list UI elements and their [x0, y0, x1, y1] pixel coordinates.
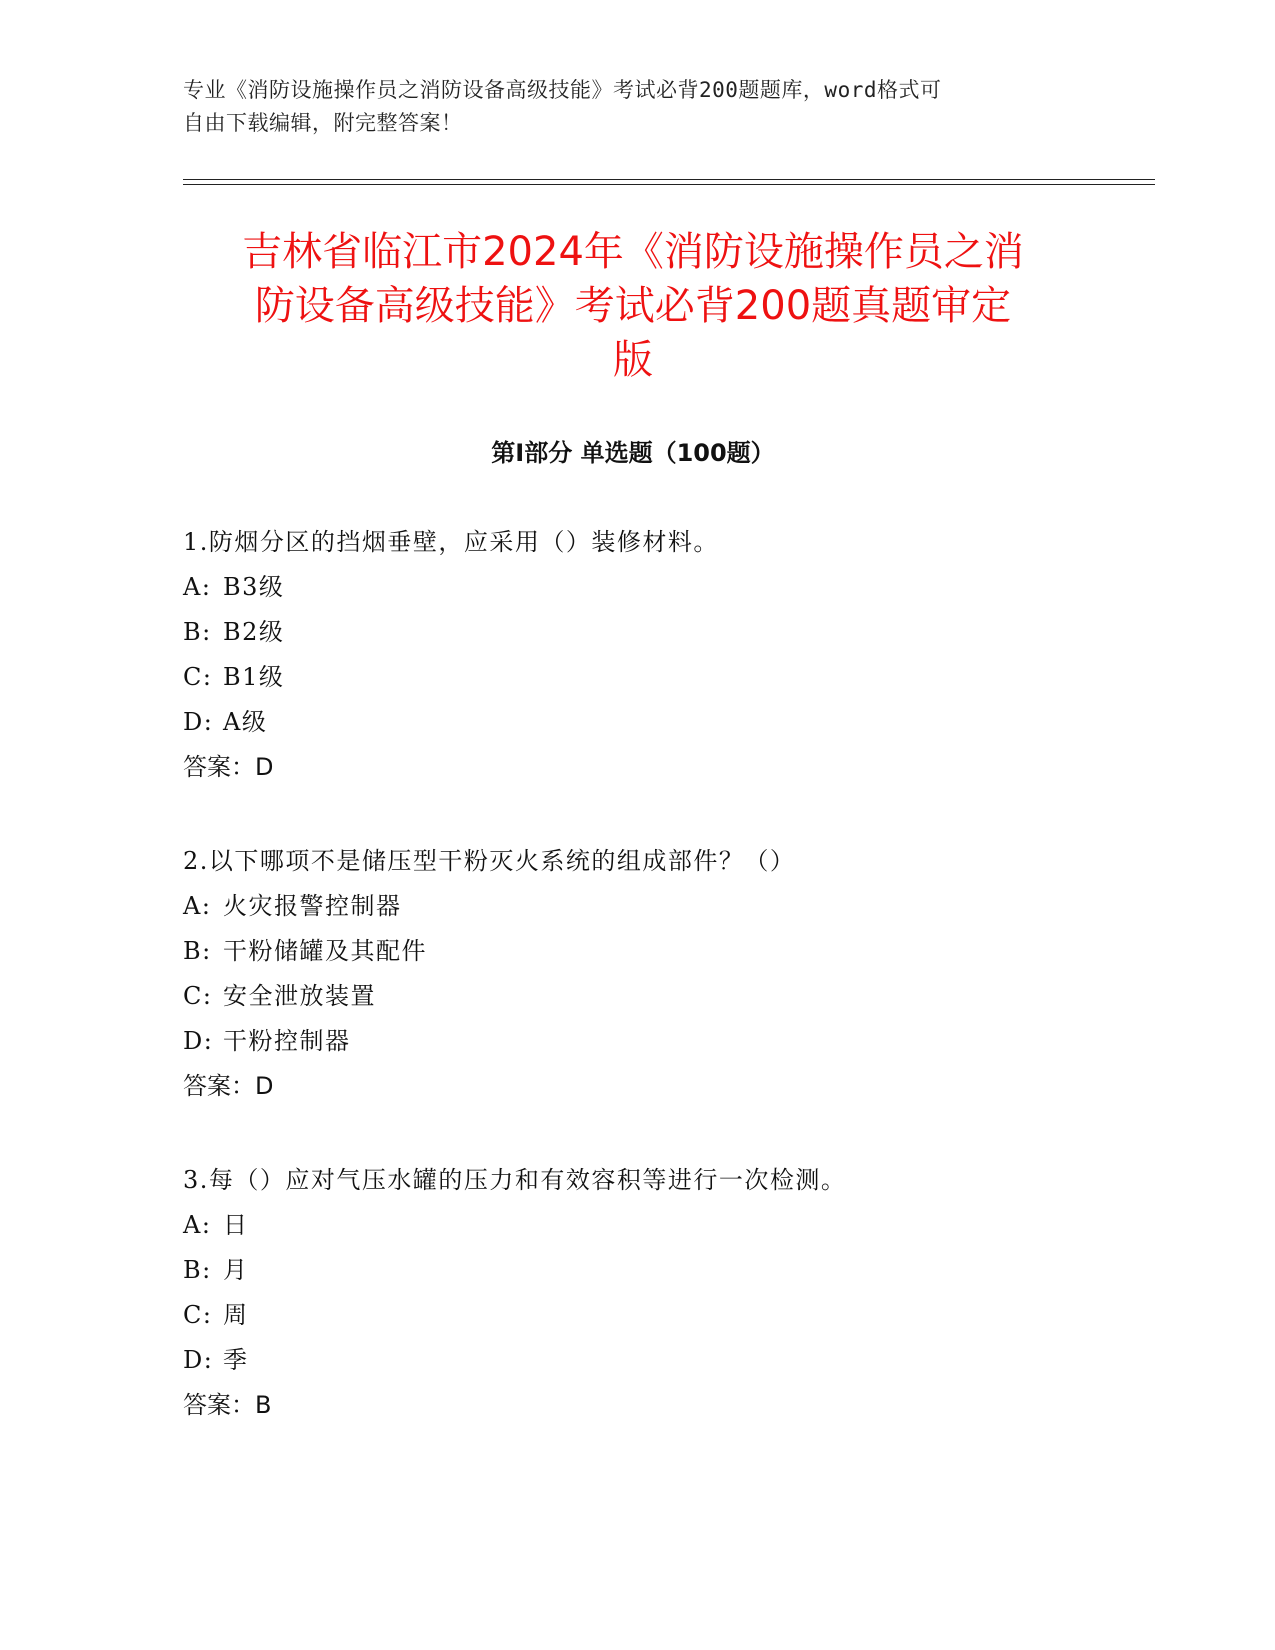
- option-d: [183, 705, 1163, 739]
- option-a: [183, 570, 1163, 604]
- document-title-line-2: 防设备高级技能》考试必背200题真题审定: [254, 283, 1012, 329]
- section-title: 第Ⅰ部分 单选题（100题）: [491, 439, 775, 467]
- option-text: A级: [223, 708, 268, 736]
- option-letter: A:: [183, 1211, 212, 1239]
- answer-line: 答案：D: [183, 753, 274, 781]
- option-text: 安全泄放装置: [223, 982, 376, 1010]
- option-d: [183, 1343, 1163, 1377]
- option-letter: D:: [183, 708, 214, 736]
- option-c: [183, 1298, 1163, 1332]
- document-title: [183, 225, 1083, 387]
- option-letter: C:: [183, 663, 213, 691]
- option-letter: B:: [183, 1256, 212, 1284]
- question-stem: 2.以下哪项不是储压型干粉灭火系统的组成部件？（）: [183, 847, 796, 875]
- question-2: [183, 844, 1163, 1103]
- document-title-line-1: 吉林省临江市2024年《消防设施操作员之消: [242, 229, 1024, 275]
- option-letter: B:: [183, 618, 212, 646]
- option-letter: C:: [183, 1301, 213, 1329]
- option-a: [183, 889, 1163, 923]
- option-letter: D:: [183, 1346, 214, 1374]
- document-title-line-3: 版: [613, 337, 653, 383]
- answer-line: 答案：B: [183, 1391, 272, 1419]
- option-text: 周: [223, 1301, 249, 1329]
- header-divider-top: [183, 179, 1155, 180]
- question-3: [183, 1163, 1163, 1422]
- option-b: [183, 934, 1163, 968]
- option-text: 火灾报警控制器: [223, 892, 402, 920]
- option-letter: D:: [183, 1027, 214, 1055]
- header-divider-bottom: [183, 184, 1155, 185]
- option-a: [183, 1208, 1163, 1242]
- option-text: B3级: [223, 573, 285, 601]
- option-b: [183, 615, 1163, 649]
- option-d: [183, 1024, 1163, 1058]
- question-1: [183, 525, 1163, 784]
- option-b: [183, 1253, 1163, 1287]
- option-text: 干粉储罐及其配件: [223, 937, 427, 965]
- option-text: 月: [223, 1256, 249, 1284]
- option-c: [183, 660, 1163, 694]
- question-stem: 3.每（）应对气压水罐的压力和有效容积等进行一次检测。: [183, 1166, 847, 1194]
- option-c: [183, 979, 1163, 1013]
- header-note-line-1: 专业《消防设施操作员之消防设备高级技能》考试必背200题题库，word格式可: [183, 78, 942, 102]
- option-text: B1级: [223, 663, 285, 691]
- header-note-line-2: 自由下载编辑，附完整答案！: [183, 111, 463, 135]
- option-text: 季: [223, 1346, 249, 1374]
- answer-line: 答案：D: [183, 1072, 274, 1100]
- option-text: 日: [223, 1211, 249, 1239]
- option-text: 干粉控制器: [223, 1027, 351, 1055]
- option-letter: A:: [183, 573, 212, 601]
- option-letter: B:: [183, 937, 212, 965]
- header-note: [183, 74, 1063, 140]
- option-text: B2级: [223, 618, 285, 646]
- option-letter: A:: [183, 892, 212, 920]
- option-letter: C:: [183, 982, 213, 1010]
- question-stem: 1.防烟分区的挡烟垂壁，应采用（）装修材料。: [183, 528, 719, 556]
